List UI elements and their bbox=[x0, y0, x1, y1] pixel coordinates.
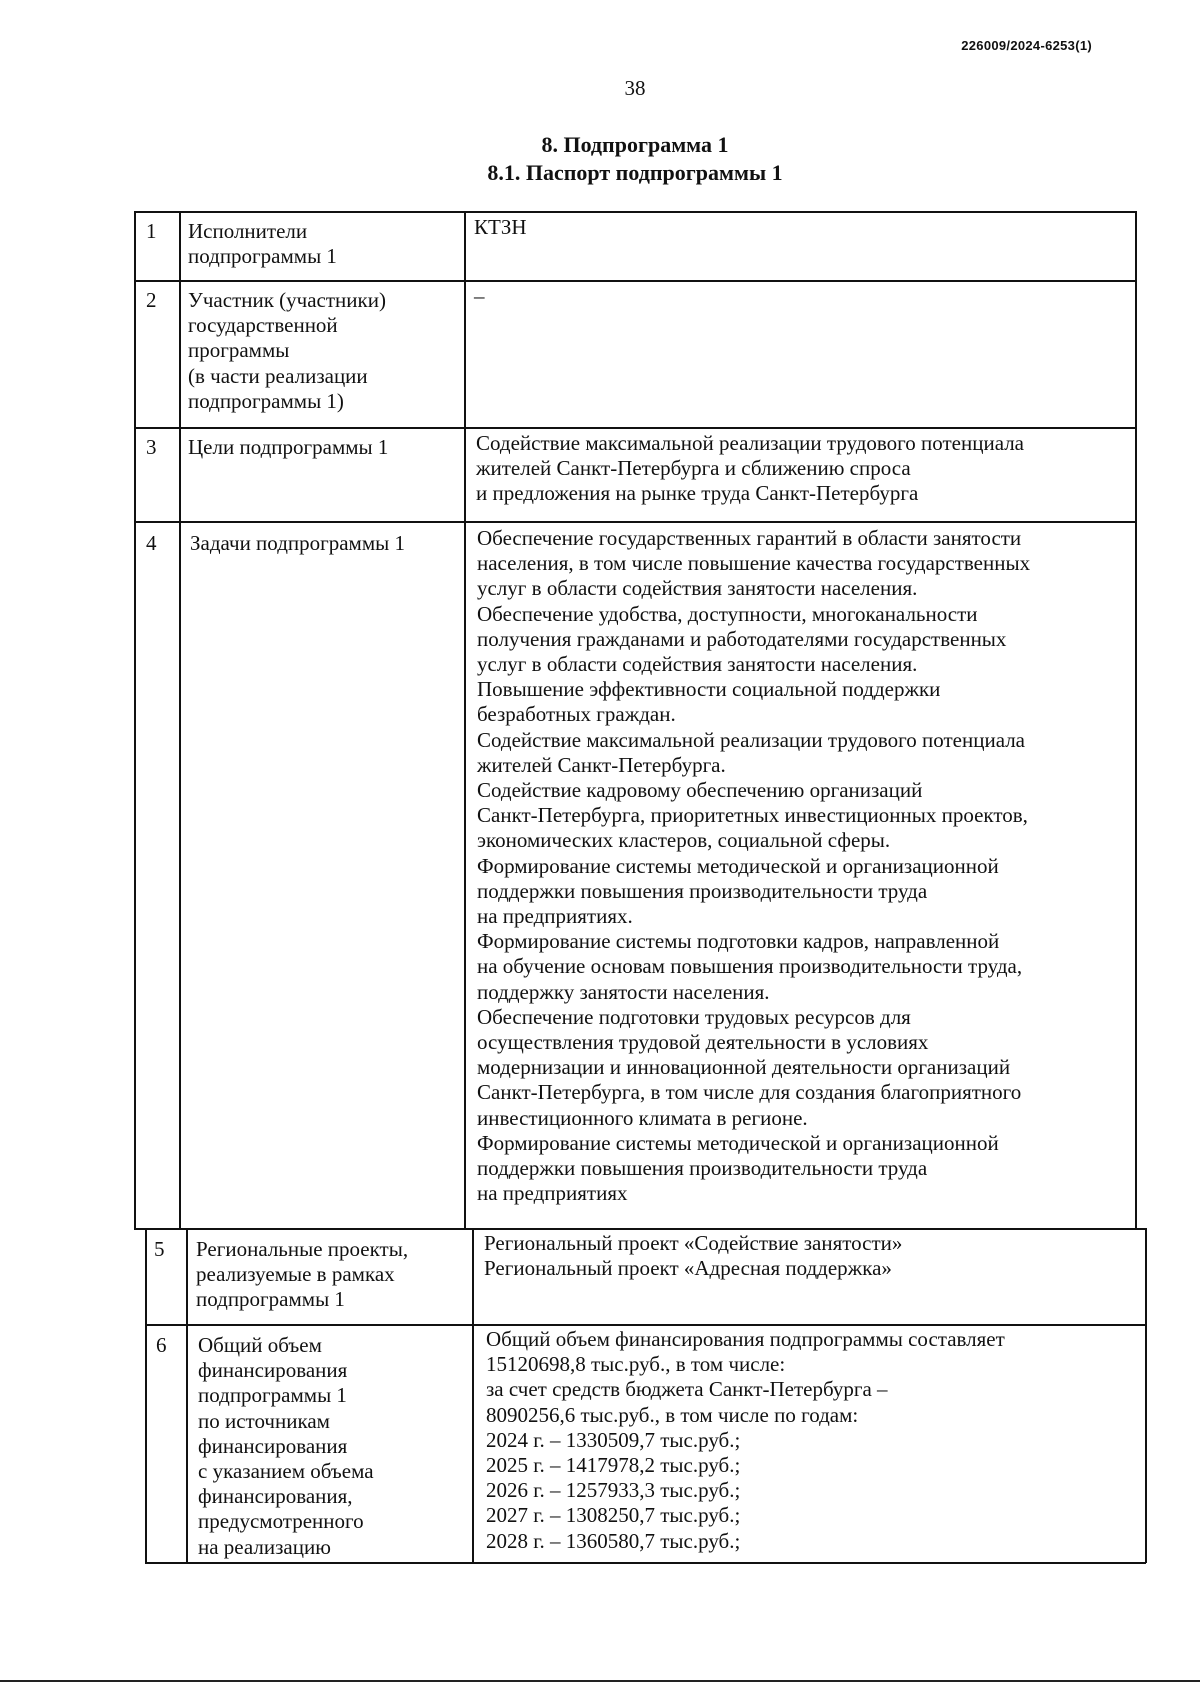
row-value-executors: КТЗН bbox=[474, 215, 527, 239]
row-number: 2 bbox=[146, 288, 157, 312]
row-value-goals: Содействие максимальной реализации трудового потенциала жителей Санкт-Петербурга и сближению спроса и предложения на рынке труда Санкт-Петербурга bbox=[476, 431, 1024, 506]
row-divider bbox=[134, 280, 1136, 282]
row-divider bbox=[134, 521, 1136, 523]
row-value-regional-projects: Региональный проект «Содействие занятости» Региональный проект «Адресная поддержка» bbox=[484, 1231, 903, 1281]
row-value-participants: – bbox=[474, 284, 485, 308]
page-bottom-rule bbox=[0, 1680, 1200, 1682]
row-number: 4 bbox=[146, 531, 157, 555]
row-number: 3 bbox=[146, 435, 157, 459]
row-value-financing: Общий объем финансирования подпрограммы составляет 15120698,8 тыс.руб., в том числе: за счет средств бюджета Санкт-Петербурга – 8090256,6 тыс.руб., в том числе по годам: 2024 г. – 1330509,7 тыс.руб.; 2025 г. – 1417978,2 тыс.руб.; 2026 г. – 1257933,3 тыс.руб.; 2027 г. – 1308250,7 тыс.руб.; 2028 г. – 1360580,7 тыс.руб.; bbox=[486, 1327, 1005, 1553]
row-divider bbox=[134, 1228, 1146, 1230]
table-border-right bbox=[1135, 211, 1137, 1229]
column-divider bbox=[472, 1228, 474, 1563]
row-label-goals: Цели подпрограммы 1 bbox=[188, 435, 389, 459]
row-number: 1 bbox=[146, 219, 157, 243]
page-number: 38 bbox=[624, 76, 646, 100]
row-divider bbox=[145, 1324, 1146, 1326]
row-label-tasks: Задачи подпрограммы 1 bbox=[190, 531, 405, 555]
row-number: 5 bbox=[154, 1237, 165, 1261]
document-registration-number: 226009/2024-6253(1) bbox=[961, 38, 1092, 53]
row-value-tasks: Обеспечение государственных гарантий в области занятости населения, в том числе повышение качества государственных услуг в области содействия занятости населения. Обеспечение удобства, доступности, многоканальности получения гражданами и работодателями государственных услуг в области содействия занятости населения. Повышение эффективности социальной поддержки безработных граждан. Содействие максимальной реализации трудового потенциала жителей Санкт-Петербурга. Содействие кадровому обеспечению организаций Санкт-Петербурга, приоритетных инвестиционных проектов, экономических кластеров, социальной сферы. Формирование системы методической и организационной поддержки повышения производительности труда на предприятиях. Формирование системы подготовки кадров, направленной на обучение основам повышения производительности труда, поддержку занятости населения. Обеспечение подготовки трудовых ресурсов для осуществления трудовой деятельности в условиях модернизации и инновационной деятельности организаций Санкт-Петербурга, в том числе для создания благоприятного инвестиционного климата в регионе. Формирование системы методической и организационной поддержки повышения производительности труда на предприятиях bbox=[477, 526, 1031, 1206]
table-border-right bbox=[1145, 1228, 1147, 1563]
row-label-financing: Общий объем финансирования подпрограммы 1 по источникам финансирования с указанием объема финансирования, предусмотренного на реализацию bbox=[198, 1333, 374, 1559]
column-divider bbox=[186, 1228, 188, 1563]
table-border-top bbox=[134, 211, 1136, 213]
row-label-participants: Участник (участники) государственной программы (в части реализации подпрограммы 1) bbox=[188, 288, 386, 413]
row-number: 6 bbox=[156, 1333, 167, 1357]
row-label-regional-projects: Региональные проекты, реализуемые в рамках подпрограммы 1 bbox=[196, 1237, 409, 1312]
subsection-title: 8.1. Паспорт подпрограммы 1 bbox=[487, 160, 783, 185]
table-border-left bbox=[134, 211, 136, 1229]
table-border-bottom bbox=[145, 1562, 1146, 1564]
table-border-left bbox=[145, 1228, 147, 1563]
column-divider bbox=[464, 211, 466, 1229]
section-title: 8. Подпрограмма 1 bbox=[541, 132, 729, 157]
row-divider bbox=[134, 427, 1136, 429]
row-label-executors: Исполнители подпрограммы 1 bbox=[188, 219, 337, 269]
column-divider bbox=[179, 211, 181, 1229]
